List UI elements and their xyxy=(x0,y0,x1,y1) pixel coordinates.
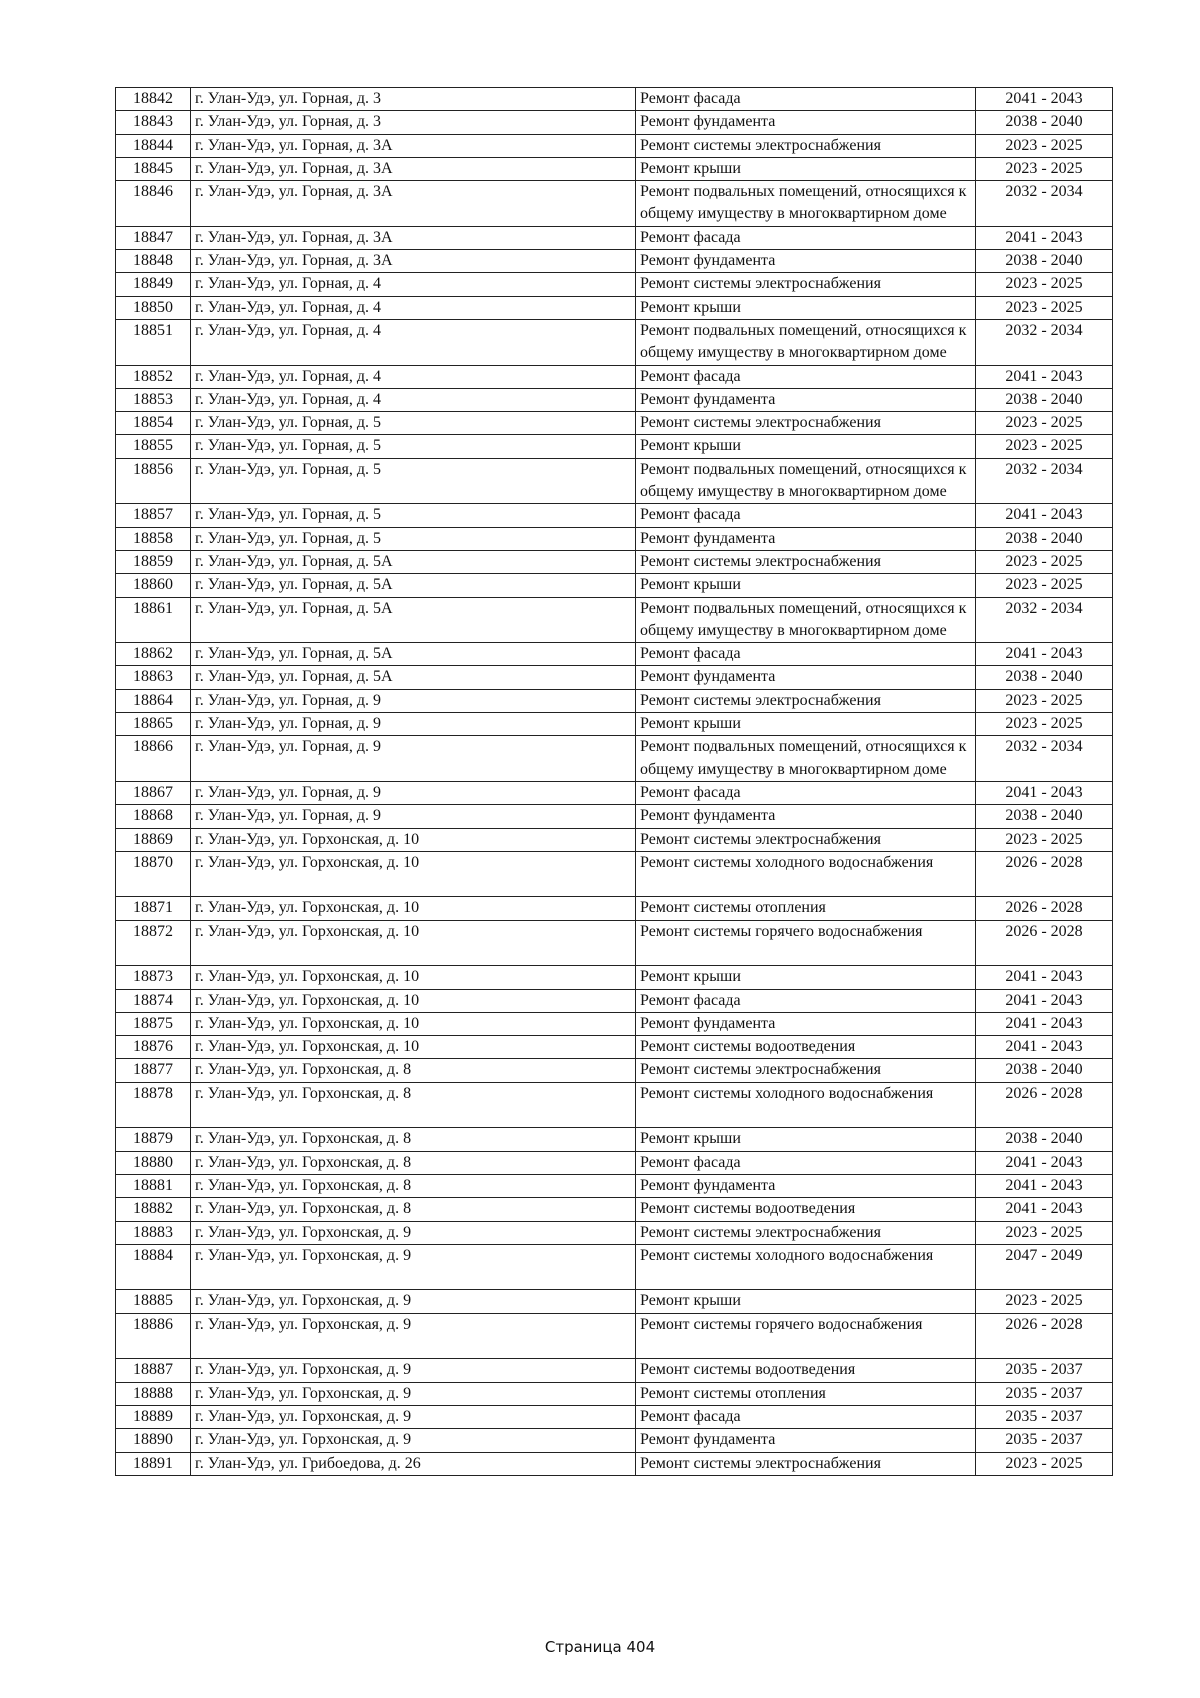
period-cell: 2023 - 2025 xyxy=(976,1221,1113,1244)
period-cell: 2041 - 2043 xyxy=(976,88,1113,111)
row-number-cell: 18887 xyxy=(116,1359,191,1382)
address-cell: г. Улан-Удэ, ул. Горная, д. 4 xyxy=(191,365,636,388)
row-number-cell: 18857 xyxy=(116,504,191,527)
table-row xyxy=(116,550,1113,573)
table-row xyxy=(116,736,1113,782)
work-type-cell: Ремонт подвальных помещений, относящихся к общему имуществу в многоквартирном доме xyxy=(636,319,976,365)
table-row xyxy=(116,134,1113,157)
period-cell: 2032 - 2034 xyxy=(976,458,1113,504)
address-cell: г. Улан-Удэ, ул. Горная, д. 3 xyxy=(191,111,636,134)
address-cell: г. Улан-Удэ, ул. Горная, д. 9 xyxy=(191,736,636,782)
work-type-cell: Ремонт системы водоотведения xyxy=(636,1359,976,1382)
work-type-cell: Ремонт системы электроснабжения xyxy=(636,412,976,435)
table-row xyxy=(116,966,1113,989)
address-cell: г. Улан-Удэ, ул. Горная, д. 5А xyxy=(191,643,636,666)
work-type-cell: Ремонт подвальных помещений, относящихся к общему имуществу в многоквартирном доме xyxy=(636,736,976,782)
address-cell: г. Улан-Удэ, ул. Горная, д. 3А xyxy=(191,157,636,180)
row-number-cell: 18853 xyxy=(116,388,191,411)
page-number: Страница 404 xyxy=(544,1638,656,1656)
address-cell: г. Улан-Удэ, ул. Горная, д. 9 xyxy=(191,805,636,828)
address-cell: г. Улан-Удэ, ул. Горная, д. 3А xyxy=(191,226,636,249)
table-row xyxy=(116,1452,1113,1475)
row-number-cell: 18882 xyxy=(116,1198,191,1221)
row-number-cell: 18869 xyxy=(116,828,191,851)
period-cell: 2032 - 2034 xyxy=(976,736,1113,782)
period-cell: 2035 - 2037 xyxy=(976,1429,1113,1452)
work-type-cell: Ремонт фасада xyxy=(636,781,976,804)
period-cell: 2026 - 2028 xyxy=(976,920,1113,966)
period-cell: 2041 - 2043 xyxy=(976,1151,1113,1174)
row-number-cell: 18842 xyxy=(116,88,191,111)
row-number-cell: 18855 xyxy=(116,435,191,458)
period-cell: 2023 - 2025 xyxy=(976,574,1113,597)
table-row xyxy=(116,1221,1113,1244)
table-row xyxy=(116,1359,1113,1382)
work-type-cell: Ремонт системы горячего водоснабжения xyxy=(636,1313,976,1359)
address-cell: г. Улан-Удэ, ул. Горхонская, д. 10 xyxy=(191,920,636,966)
work-type-cell: Ремонт крыши xyxy=(636,574,976,597)
row-number-cell: 18861 xyxy=(116,597,191,643)
work-type-cell: Ремонт фундамента xyxy=(636,527,976,550)
period-cell: 2023 - 2025 xyxy=(976,550,1113,573)
address-cell: г. Улан-Удэ, ул. Горная, д. 5А xyxy=(191,597,636,643)
work-type-cell: Ремонт системы водоотведения xyxy=(636,1198,976,1221)
table-row xyxy=(116,1151,1113,1174)
address-cell: г. Улан-Удэ, ул. Горная, д. 5 xyxy=(191,458,636,504)
work-type-cell: Ремонт системы электроснабжения xyxy=(636,1452,976,1475)
address-cell: г. Улан-Удэ, ул. Горхонская, д. 10 xyxy=(191,1036,636,1059)
period-cell: 2035 - 2037 xyxy=(976,1382,1113,1405)
work-type-cell: Ремонт фасада xyxy=(636,88,976,111)
row-number-cell: 18843 xyxy=(116,111,191,134)
period-cell: 2026 - 2028 xyxy=(976,897,1113,920)
period-cell: 2038 - 2040 xyxy=(976,527,1113,550)
work-type-cell: Ремонт крыши xyxy=(636,1290,976,1313)
address-cell: г. Улан-Удэ, ул. Грибоедова, д. 26 xyxy=(191,1452,636,1475)
period-cell: 2026 - 2028 xyxy=(976,851,1113,897)
period-cell: 2041 - 2043 xyxy=(976,1012,1113,1035)
work-type-cell: Ремонт системы холодного водоснабжения xyxy=(636,1082,976,1128)
address-cell: г. Улан-Удэ, ул. Горная, д. 5 xyxy=(191,435,636,458)
row-number-cell: 18876 xyxy=(116,1036,191,1059)
period-cell: 2023 - 2025 xyxy=(976,1452,1113,1475)
row-number-cell: 18883 xyxy=(116,1221,191,1244)
row-number-cell: 18877 xyxy=(116,1059,191,1082)
row-number-cell: 18859 xyxy=(116,550,191,573)
table-row xyxy=(116,296,1113,319)
row-number-cell: 18846 xyxy=(116,181,191,227)
period-cell: 2038 - 2040 xyxy=(976,666,1113,689)
table-row xyxy=(116,713,1113,736)
address-cell: г. Улан-Удэ, ул. Горхонская, д. 8 xyxy=(191,1082,636,1128)
row-number-cell: 18867 xyxy=(116,781,191,804)
row-number-cell: 18865 xyxy=(116,713,191,736)
row-number-cell: 18880 xyxy=(116,1151,191,1174)
address-cell: г. Улан-Удэ, ул. Горхонская, д. 10 xyxy=(191,897,636,920)
work-type-cell: Ремонт фасада xyxy=(636,1405,976,1428)
table-row xyxy=(116,527,1113,550)
work-type-cell: Ремонт фасада xyxy=(636,1151,976,1174)
period-cell: 2023 - 2025 xyxy=(976,296,1113,319)
row-number-cell: 18872 xyxy=(116,920,191,966)
address-cell: г. Улан-Удэ, ул. Горхонская, д. 10 xyxy=(191,966,636,989)
work-type-cell: Ремонт фундамента xyxy=(636,1174,976,1197)
address-cell: г. Улан-Удэ, ул. Горная, д. 4 xyxy=(191,296,636,319)
address-cell: г. Улан-Удэ, ул. Горхонская, д. 9 xyxy=(191,1313,636,1359)
address-cell: г. Улан-Удэ, ул. Горхонская, д. 10 xyxy=(191,828,636,851)
period-cell: 2026 - 2028 xyxy=(976,1082,1113,1128)
table-row xyxy=(116,111,1113,134)
period-cell: 2038 - 2040 xyxy=(976,1128,1113,1151)
row-number-cell: 18889 xyxy=(116,1405,191,1428)
address-cell: г. Улан-Удэ, ул. Горная, д. 5А xyxy=(191,666,636,689)
work-type-cell: Ремонт фундамента xyxy=(636,388,976,411)
table-row xyxy=(116,365,1113,388)
address-cell: г. Улан-Удэ, ул. Горхонская, д. 10 xyxy=(191,851,636,897)
work-type-cell: Ремонт крыши xyxy=(636,435,976,458)
period-cell: 2023 - 2025 xyxy=(976,713,1113,736)
work-type-cell: Ремонт системы холодного водоснабжения xyxy=(636,851,976,897)
table-row xyxy=(116,1405,1113,1428)
work-type-cell: Ремонт системы электроснабжения xyxy=(636,1221,976,1244)
row-number-cell: 18886 xyxy=(116,1313,191,1359)
period-cell: 2038 - 2040 xyxy=(976,111,1113,134)
address-cell: г. Улан-Удэ, ул. Горхонская, д. 9 xyxy=(191,1244,636,1290)
row-number-cell: 18881 xyxy=(116,1174,191,1197)
table-row xyxy=(116,574,1113,597)
row-number-cell: 18848 xyxy=(116,250,191,273)
work-type-cell: Ремонт крыши xyxy=(636,157,976,180)
period-cell: 2041 - 2043 xyxy=(976,989,1113,1012)
period-cell: 2041 - 2043 xyxy=(976,1036,1113,1059)
table-row xyxy=(116,88,1113,111)
address-cell: г. Улан-Удэ, ул. Горная, д. 5А xyxy=(191,550,636,573)
work-type-cell: Ремонт крыши xyxy=(636,1128,976,1151)
period-cell: 2035 - 2037 xyxy=(976,1359,1113,1382)
table-row xyxy=(116,989,1113,1012)
row-number-cell: 18862 xyxy=(116,643,191,666)
table-row xyxy=(116,1128,1113,1151)
address-cell: г. Улан-Удэ, ул. Горхонская, д. 8 xyxy=(191,1198,636,1221)
period-cell: 2023 - 2025 xyxy=(976,412,1113,435)
address-cell: г. Улан-Удэ, ул. Горхонская, д. 10 xyxy=(191,989,636,1012)
table-row xyxy=(116,851,1113,897)
row-number-cell: 18856 xyxy=(116,458,191,504)
work-type-cell: Ремонт системы электроснабжения xyxy=(636,550,976,573)
period-cell: 2038 - 2040 xyxy=(976,805,1113,828)
address-cell: г. Улан-Удэ, ул. Горная, д. 4 xyxy=(191,319,636,365)
table-row xyxy=(116,1082,1113,1128)
address-cell: г. Улан-Удэ, ул. Горная, д. 3 xyxy=(191,88,636,111)
work-type-cell: Ремонт крыши xyxy=(636,966,976,989)
row-number-cell: 18866 xyxy=(116,736,191,782)
table-row xyxy=(116,388,1113,411)
table-body xyxy=(116,88,1113,1476)
table-row xyxy=(116,319,1113,365)
table-row xyxy=(116,1036,1113,1059)
period-cell: 2023 - 2025 xyxy=(976,435,1113,458)
work-type-cell: Ремонт системы холодного водоснабжения xyxy=(636,1244,976,1290)
address-cell: г. Улан-Удэ, ул. Горхонская, д. 8 xyxy=(191,1059,636,1082)
work-type-cell: Ремонт системы отопления xyxy=(636,1382,976,1405)
work-type-cell: Ремонт фасада xyxy=(636,365,976,388)
work-type-cell: Ремонт подвальных помещений, относящихся к общему имуществу в многоквартирном доме xyxy=(636,458,976,504)
period-cell: 2023 - 2025 xyxy=(976,134,1113,157)
row-number-cell: 18890 xyxy=(116,1429,191,1452)
row-number-cell: 18847 xyxy=(116,226,191,249)
work-type-cell: Ремонт фасада xyxy=(636,504,976,527)
period-cell: 2035 - 2037 xyxy=(976,1405,1113,1428)
address-cell: г. Улан-Удэ, ул. Горная, д. 9 xyxy=(191,781,636,804)
row-number-cell: 18860 xyxy=(116,574,191,597)
table-row xyxy=(116,181,1113,227)
address-cell: г. Улан-Удэ, ул. Горная, д. 9 xyxy=(191,689,636,712)
period-cell: 2032 - 2034 xyxy=(976,597,1113,643)
period-cell: 2041 - 2043 xyxy=(976,365,1113,388)
address-cell: г. Улан-Удэ, ул. Горхонская, д. 8 xyxy=(191,1151,636,1174)
row-number-cell: 18845 xyxy=(116,157,191,180)
table-row xyxy=(116,1198,1113,1221)
work-type-cell: Ремонт системы электроснабжения xyxy=(636,134,976,157)
row-number-cell: 18852 xyxy=(116,365,191,388)
table-row xyxy=(116,897,1113,920)
table-row xyxy=(116,643,1113,666)
table-row xyxy=(116,597,1113,643)
work-type-cell: Ремонт крыши xyxy=(636,296,976,319)
row-number-cell: 18879 xyxy=(116,1128,191,1151)
row-number-cell: 18878 xyxy=(116,1082,191,1128)
work-type-cell: Ремонт фундамента xyxy=(636,250,976,273)
table-row xyxy=(116,458,1113,504)
work-type-cell: Ремонт подвальных помещений, относящихся к общему имуществу в многоквартирном доме xyxy=(636,181,976,227)
address-cell: г. Улан-Удэ, ул. Горная, д. 9 xyxy=(191,713,636,736)
address-cell: г. Улан-Удэ, ул. Горная, д. 5 xyxy=(191,527,636,550)
table-row xyxy=(116,1059,1113,1082)
table-row xyxy=(116,157,1113,180)
table-row xyxy=(116,1244,1113,1290)
row-number-cell: 18858 xyxy=(116,527,191,550)
row-number-cell: 18864 xyxy=(116,689,191,712)
row-number-cell: 18863 xyxy=(116,666,191,689)
work-type-cell: Ремонт системы отопления xyxy=(636,897,976,920)
period-cell: 2041 - 2043 xyxy=(976,504,1113,527)
row-number-cell: 18850 xyxy=(116,296,191,319)
address-cell: г. Улан-Удэ, ул. Горная, д. 5А xyxy=(191,574,636,597)
address-cell: г. Улан-Удэ, ул. Горхонская, д. 9 xyxy=(191,1429,636,1452)
row-number-cell: 18854 xyxy=(116,412,191,435)
work-type-cell: Ремонт фундамента xyxy=(636,1429,976,1452)
table-row xyxy=(116,689,1113,712)
address-cell: г. Улан-Удэ, ул. Горная, д. 4 xyxy=(191,388,636,411)
row-number-cell: 18875 xyxy=(116,1012,191,1035)
row-number-cell: 18844 xyxy=(116,134,191,157)
row-number-cell: 18871 xyxy=(116,897,191,920)
address-cell: г. Улан-Удэ, ул. Горная, д. 3А xyxy=(191,134,636,157)
row-number-cell: 18891 xyxy=(116,1452,191,1475)
address-cell: г. Улан-Удэ, ул. Горхонская, д. 8 xyxy=(191,1128,636,1151)
address-cell: г. Улан-Удэ, ул. Горная, д. 5 xyxy=(191,504,636,527)
row-number-cell: 18870 xyxy=(116,851,191,897)
period-cell: 2038 - 2040 xyxy=(976,388,1113,411)
period-cell: 2041 - 2043 xyxy=(976,966,1113,989)
period-cell: 2026 - 2028 xyxy=(976,1313,1113,1359)
repair-schedule-table xyxy=(115,87,1113,1476)
period-cell: 2023 - 2025 xyxy=(976,157,1113,180)
work-type-cell: Ремонт системы электроснабжения xyxy=(636,689,976,712)
period-cell: 2041 - 2043 xyxy=(976,781,1113,804)
table-row xyxy=(116,435,1113,458)
row-number-cell: 18868 xyxy=(116,805,191,828)
table-row xyxy=(116,250,1113,273)
work-type-cell: Ремонт системы горячего водоснабжения xyxy=(636,920,976,966)
work-type-cell: Ремонт фундамента xyxy=(636,805,976,828)
row-number-cell: 18888 xyxy=(116,1382,191,1405)
period-cell: 2038 - 2040 xyxy=(976,250,1113,273)
work-type-cell: Ремонт крыши xyxy=(636,713,976,736)
table-row xyxy=(116,1382,1113,1405)
work-type-cell: Ремонт системы электроснабжения xyxy=(636,828,976,851)
table-row xyxy=(116,781,1113,804)
period-cell: 2023 - 2025 xyxy=(976,273,1113,296)
row-number-cell: 18884 xyxy=(116,1244,191,1290)
period-cell: 2032 - 2034 xyxy=(976,181,1113,227)
row-number-cell: 18849 xyxy=(116,273,191,296)
table-row xyxy=(116,226,1113,249)
row-number-cell: 18874 xyxy=(116,989,191,1012)
address-cell: г. Улан-Удэ, ул. Горхонская, д. 9 xyxy=(191,1221,636,1244)
address-cell: г. Улан-Удэ, ул. Горная, д. 4 xyxy=(191,273,636,296)
table-row xyxy=(116,1313,1113,1359)
row-number-cell: 18851 xyxy=(116,319,191,365)
work-type-cell: Ремонт фасада xyxy=(636,226,976,249)
work-type-cell: Ремонт системы электроснабжения xyxy=(636,273,976,296)
period-cell: 2041 - 2043 xyxy=(976,643,1113,666)
address-cell: г. Улан-Удэ, ул. Горхонская, д. 8 xyxy=(191,1174,636,1197)
table-row xyxy=(116,273,1113,296)
table-row xyxy=(116,1290,1113,1313)
period-cell: 2041 - 2043 xyxy=(976,1174,1113,1197)
period-cell: 2023 - 2025 xyxy=(976,828,1113,851)
table-row xyxy=(116,805,1113,828)
address-cell: г. Улан-Удэ, ул. Горная, д. 3А xyxy=(191,250,636,273)
period-cell: 2023 - 2025 xyxy=(976,689,1113,712)
address-cell: г. Улан-Удэ, ул. Горхонская, д. 9 xyxy=(191,1359,636,1382)
row-number-cell: 18873 xyxy=(116,966,191,989)
work-type-cell: Ремонт подвальных помещений, относящихся к общему имуществу в многоквартирном доме xyxy=(636,597,976,643)
work-type-cell: Ремонт системы водоотведения xyxy=(636,1036,976,1059)
address-cell: г. Улан-Удэ, ул. Горхонская, д. 9 xyxy=(191,1405,636,1428)
address-cell: г. Улан-Удэ, ул. Горная, д. 3А xyxy=(191,181,636,227)
address-cell: г. Улан-Удэ, ул. Горхонская, д. 9 xyxy=(191,1382,636,1405)
table-row xyxy=(116,504,1113,527)
period-cell: 2032 - 2034 xyxy=(976,319,1113,365)
address-cell: г. Улан-Удэ, ул. Горхонская, д. 9 xyxy=(191,1290,636,1313)
period-cell: 2047 - 2049 xyxy=(976,1244,1113,1290)
table-row xyxy=(116,828,1113,851)
period-cell: 2038 - 2040 xyxy=(976,1059,1113,1082)
work-type-cell: Ремонт системы электроснабжения xyxy=(636,1059,976,1082)
work-type-cell: Ремонт фасада xyxy=(636,643,976,666)
table-row xyxy=(116,666,1113,689)
work-type-cell: Ремонт фундамента xyxy=(636,666,976,689)
table-row xyxy=(116,1174,1113,1197)
work-type-cell: Ремонт фундамента xyxy=(636,1012,976,1035)
row-number-cell: 18885 xyxy=(116,1290,191,1313)
period-cell: 2023 - 2025 xyxy=(976,1290,1113,1313)
table-row xyxy=(116,1429,1113,1452)
period-cell: 2041 - 2043 xyxy=(976,226,1113,249)
table-row xyxy=(116,920,1113,966)
period-cell: 2041 - 2043 xyxy=(976,1198,1113,1221)
address-cell: г. Улан-Удэ, ул. Горная, д. 5 xyxy=(191,412,636,435)
work-type-cell: Ремонт фасада xyxy=(636,989,976,1012)
address-cell: г. Улан-Удэ, ул. Горхонская, д. 10 xyxy=(191,1012,636,1035)
table-row xyxy=(116,412,1113,435)
table-row xyxy=(116,1012,1113,1035)
work-type-cell: Ремонт фундамента xyxy=(636,111,976,134)
